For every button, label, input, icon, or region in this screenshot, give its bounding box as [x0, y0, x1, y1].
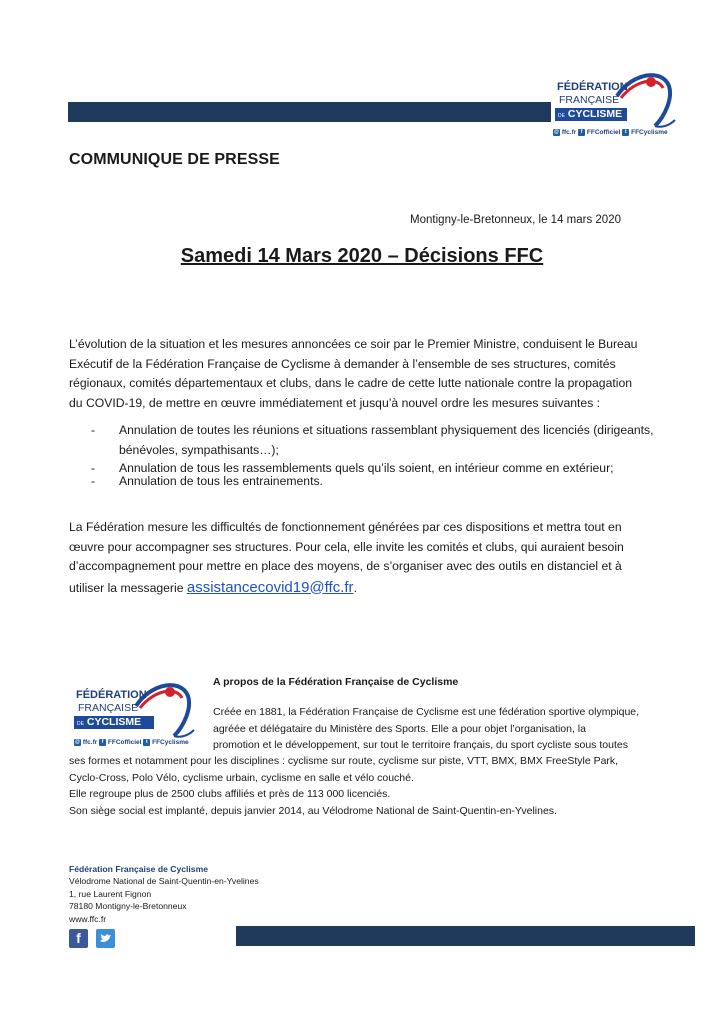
document-title: Samedi 14 Mars 2020 – Décisions FFC [180, 245, 544, 267]
measure-text [119, 472, 689, 492]
about-line: agréée et délégataire du Ministère des Sports. Elle a pour objet l’organisation, la [213, 722, 586, 735]
social-ffcofficiel: FFCofficiel [586, 129, 621, 137]
twitter-icon: t [622, 129, 629, 136]
measure-line: Annulation de tous les rassemblements quels qu’ils soient, en intérieur comme en extérieur; [119, 461, 614, 475]
logo-word-cyclisme: CYCLISME [86, 716, 142, 728]
measure-item [91, 421, 711, 461]
measure-line: bénévoles, sympathisants…); [119, 442, 279, 457]
ffc-logo-top [555, 68, 685, 148]
about-line: ses formes et notamment pour les disciplines : cyclisme sur route, cyclisme sur piste, VTT, BMX, BMX FreeStyle Park, [69, 755, 619, 767]
social-ffcyclisme: FFCyclisme [152, 739, 189, 747]
header-bar [68, 102, 551, 122]
about-line: Son siège social est implanté, depuis janvier 2014, au Vélodrome National de Saint-Quentin-en-Yvelines. [69, 804, 557, 817]
measure-text [119, 421, 689, 460]
globe-icon: @ [75, 739, 80, 745]
footer-bar [236, 926, 695, 946]
twitter-icon: t [143, 739, 150, 746]
measure-line: Annulation de tous les entrainements. [119, 474, 323, 488]
about-title: A propos de la Fédération Française de Cyclisme [213, 676, 459, 688]
support-paragraph [69, 518, 659, 598]
bullet-dash: - [91, 474, 96, 488]
footer-line: www.ffc.fr [69, 913, 107, 924]
logo-word-cyclisme: CYCLISME [567, 108, 623, 120]
intro-line: Exécutif de la Fédération Française de Cyclisme à demander à l’ensemble de ses structures, comités [69, 356, 616, 371]
support-line: œuvre pour accompagner ses structures. Pour cela, elle invite les comités et clubs, qui auraient besoin [69, 539, 624, 554]
measure-line: Annulation de toutes les réunions et situations rassemblant physiquement des licenciés (dirigeants, [119, 423, 654, 437]
logo-word-de: DE [77, 721, 84, 727]
social-ffcofficiel: FFCofficiel [107, 739, 142, 747]
globe-icon: @ [554, 129, 559, 135]
email-link[interactable]: assistancecovid19@ffc.fr [186, 578, 354, 596]
press-release-heading: COMMUNIQUE DE PRESSE [69, 151, 280, 168]
about-line: Créée en 1881, la Fédération Française de Cyclisme est une fédération sportive olympique, [213, 706, 640, 718]
logo-word-federation: FÉDÉRATION [557, 81, 628, 93]
intro-line: L’évolution de la situation et les mesures annoncées ce soir par le Premier Ministre, conduisent le Bureau [69, 337, 638, 351]
support-line: d’accompagnement pour mettre en place des moyens, de s’organiser avec des outils en distanciel et à [69, 559, 622, 573]
footer-address [69, 863, 259, 925]
about-line: promotion et le développement, sur tout le territoire français, du sport cycliste sous toutes [213, 739, 628, 751]
footer-line: 1, rue Laurent Fignon [69, 888, 152, 899]
footer-org: Fédération Française de Cyclisme [69, 864, 208, 874]
about-text-full [69, 753, 669, 819]
about-text-right [213, 704, 659, 754]
facebook-icon[interactable]: f [69, 929, 88, 948]
logo-word-francaise: FRANÇAISE [78, 702, 139, 714]
intro-line: régionaux, comités départementaux et clubs, dans le cadre de cette lutte nationale contre la propagation [69, 376, 633, 390]
logo-band [555, 108, 627, 121]
intro-line: du COVID-19, de mettre en œuvre immédiatement et jusqu’à nouvel ordre les mesures suivantes : [69, 395, 601, 410]
logo-social-row [74, 739, 189, 746]
ffc-logo-about [74, 678, 204, 758]
footer-line: 78180 Montigny-le-Bretonneux [69, 901, 187, 912]
twitter-bird-glyph [96, 929, 115, 948]
bullet-dash: - [91, 461, 96, 475]
social-ffcyclisme: FFCyclisme [631, 129, 668, 137]
about-line: Elle regroupe plus de 2500 clubs affiliés et près de 113 000 licenciés. [69, 788, 391, 800]
support-suffix: . [353, 580, 357, 595]
logo-word-francaise: FRANÇAISE [559, 94, 620, 106]
logo-word-federation: FÉDÉRATION [76, 689, 147, 701]
facebook-icon: f [99, 739, 106, 746]
support-line: La Fédération mesure les difficultés de fonctionnement générées par ces dispositions et mettra tout en [69, 520, 622, 534]
support-prefix: utiliser la messagerie [69, 580, 187, 595]
support-line-last [69, 578, 659, 599]
twitter-icon[interactable] [96, 929, 115, 948]
logo-social-row [553, 129, 668, 136]
facebook-icon: f [578, 129, 585, 136]
logo-band [74, 716, 154, 729]
dateline: Montigny-le-Bretonneux, le 14 mars 2020 [410, 214, 621, 226]
intro-paragraph [69, 335, 659, 413]
social-ffc: ffc.fr [82, 739, 98, 747]
logo-word-de: DE [558, 113, 565, 119]
measure-item [91, 472, 711, 492]
social-ffc: ffc.fr [561, 129, 577, 137]
about-line: Cyclo-Cross, Polo Vélo, cyclisme urbain, cyclisme en salle et vélo couché. [69, 771, 414, 784]
footer-line: Vélodrome National de Saint-Quentin-en-Yvelines [69, 876, 259, 887]
bullet-dash: - [91, 423, 96, 437]
